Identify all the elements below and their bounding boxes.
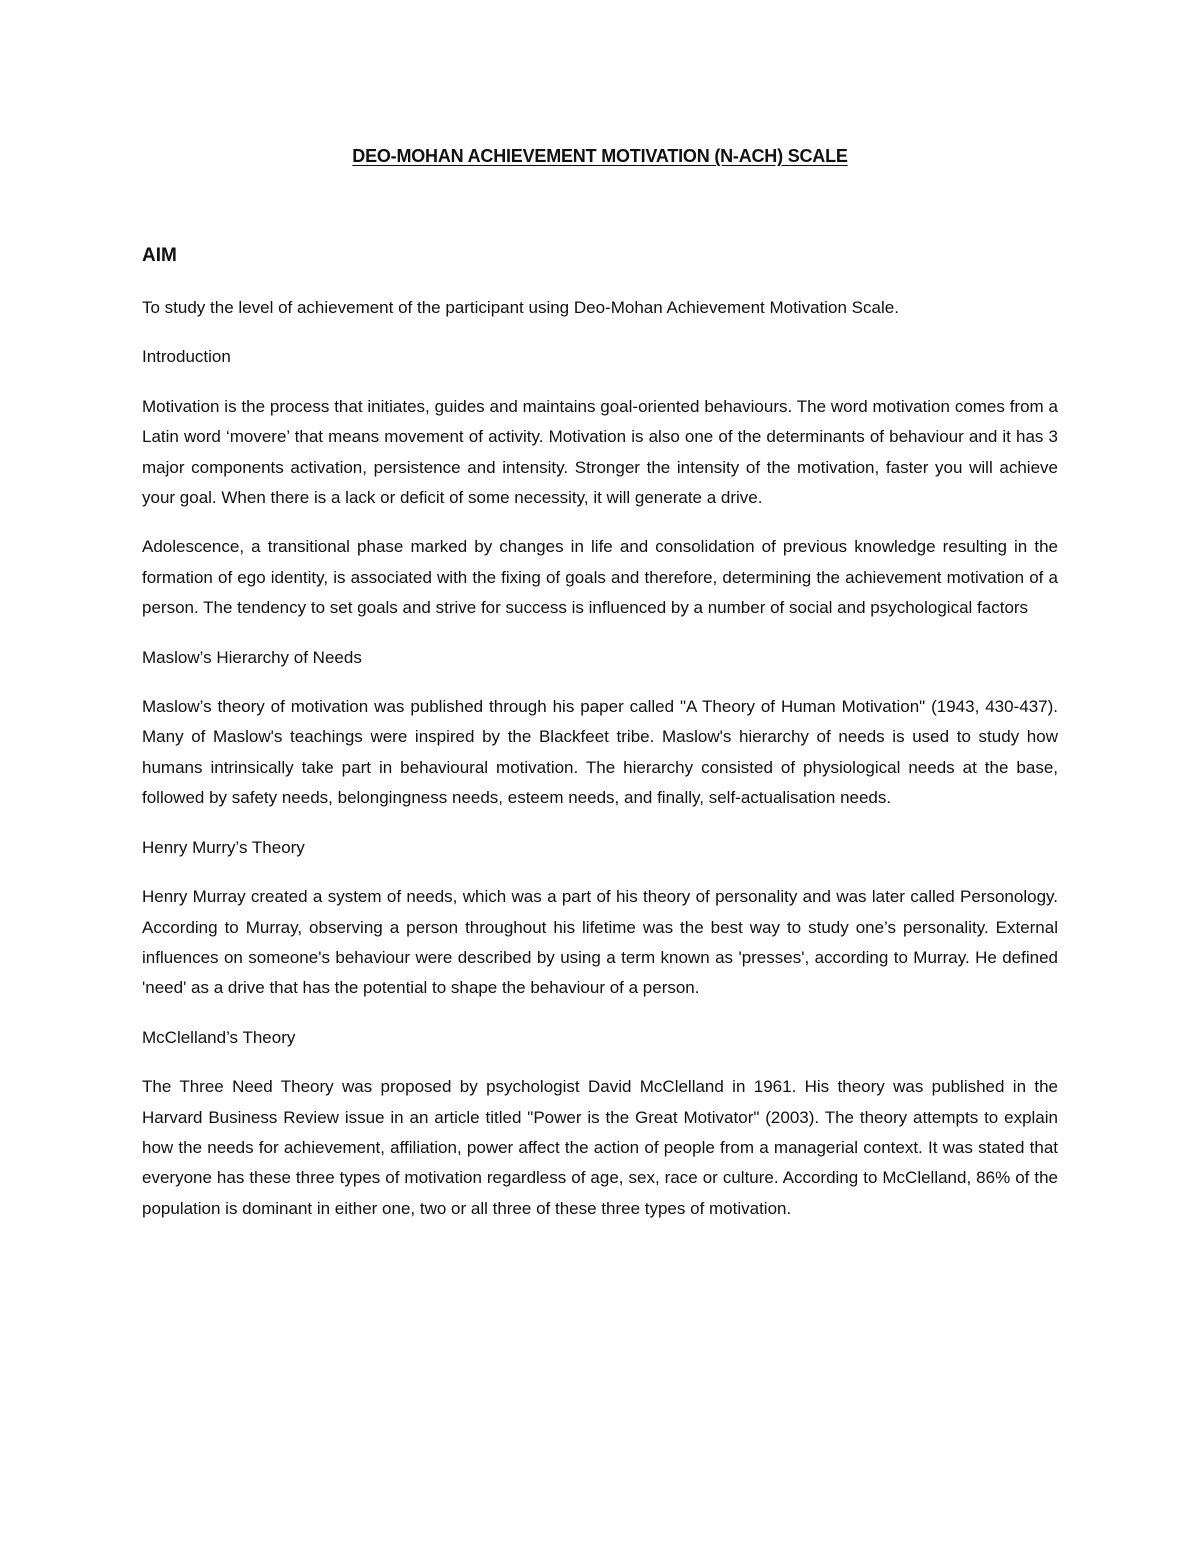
aim-text: To study the level of achievement of the participant using Deo-Mohan Achievement Motivation Scale. (142, 298, 899, 317)
mcclelland-paragraph: The Three Need Theory was proposed by psychologist David McClelland in 1961. His theory was published in the Harvard Business Review issue in an article titled "Power is the Great Motivator" (2003). The theory attempts to explain how the needs for achievement, affiliation, power affect the action of people from a managerial context. It was stated that everyone has these three types of motivation regardless of age, sex, race or culture. According to McClelland, 86% of the population is dominant in either one, two or all three of these three types of motivation. (142, 1077, 1058, 1218)
introduction-heading: Introduction (142, 347, 231, 367)
document-page (142, 0, 1058, 1553)
introduction-paragraph-1: Motivation is the process that initiates, guides and maintains goal-oriented behaviours. The word motivation comes from a Latin word ‘movere’ that means movement of activity. Motivation is also one of the determinants of behaviour and it has 3 major components activation, persistence and intensity. Stronger the intensity of the motivation, faster you will achieve your goal. When there is a lack or deficit of some necessity, it will generate a drive. (142, 396, 1058, 508)
mcclelland-heading: McClelland’s Theory (142, 1027, 296, 1047)
maslow-paragraph: Maslow’s theory of motivation was published through his paper called "A Theory of Human Motivation" (1943, 430-437). Many of Maslow's teachings were inspired by the Blackfeet tribe. Maslow's hierarchy of needs is used to study how humans intrinsically take part in behavioural motivation. The hierarchy consisted of physiological needs at the base, followed by safety needs, belongingness needs, esteem needs, and finally, self-actualisation needs. (142, 697, 1058, 808)
murray-heading: Henry Murry’s Theory (142, 837, 305, 857)
maslow-heading: Maslow’s Hierarchy of Needs (142, 647, 362, 667)
murray-paragraph: Henry Murray created a system of needs, which was a part of his theory of personality and was later called Personology. According to Murray, observing a person throughout his lifetime was the best way to study one’s personality. External influences on someone's behaviour were described by using a term known as 'presses', according to Murray. He defined 'need' as a drive that has the potential to shape the behaviour of a person. (142, 887, 1058, 998)
aim-heading: AIM (142, 245, 177, 266)
introduction-paragraph-2: Adolescence, a transitional phase marked by changes in life and consolidation of previous knowledge resulting in the formation of ego identity, is associated with the fixing of goals and therefore, determining the achievement motivation of a person. The tendency to set goals and strive for success is influenced by a number of social and psychological factors (142, 537, 1058, 618)
document-title: DEO-MOHAN ACHIEVEMENT MOTIVATION (N-ACH) SCALE (352, 146, 848, 166)
document-body (142, 293, 1058, 1243)
